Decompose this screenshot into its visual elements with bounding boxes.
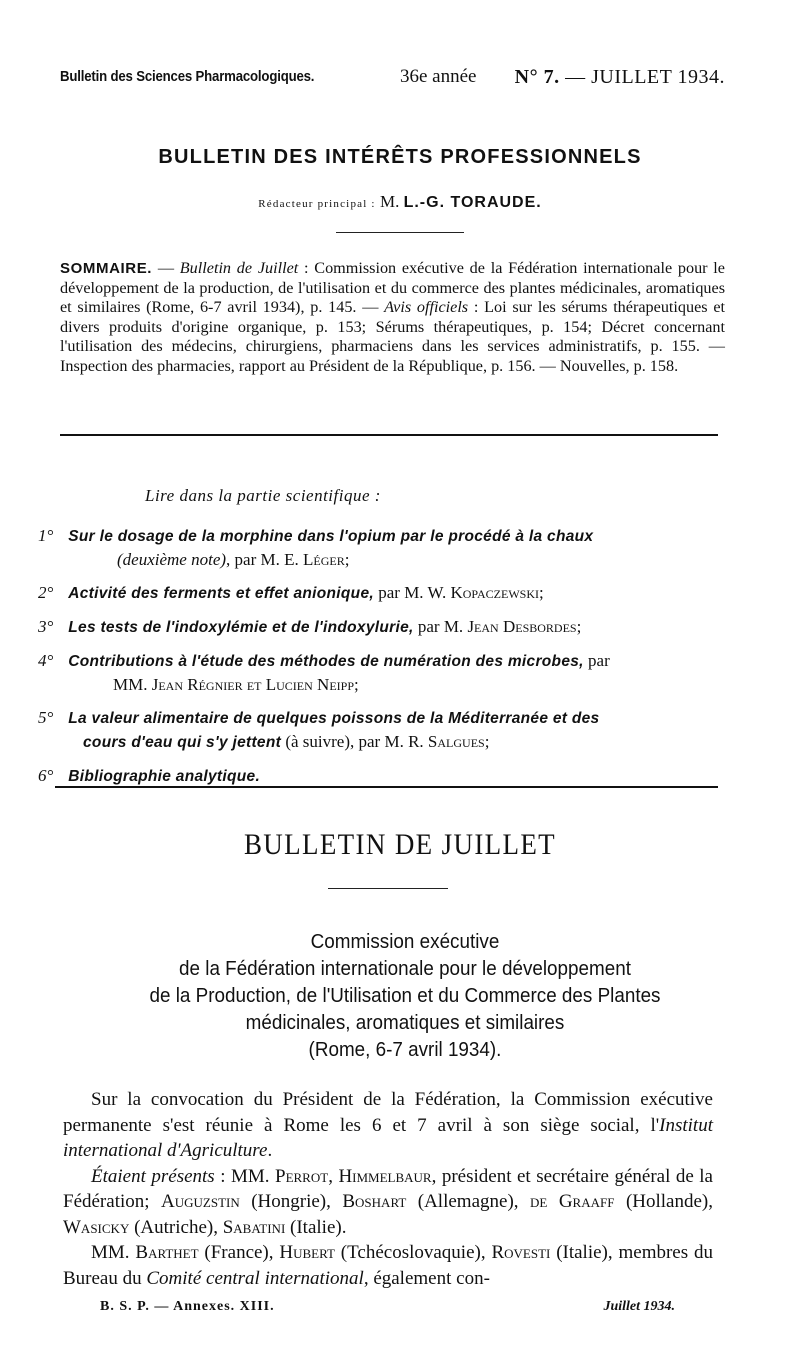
summary-bulletin-ref: Bulletin de Juillet bbox=[179, 259, 299, 277]
person-name: Himmelbaur bbox=[338, 1165, 432, 1187]
institute-name: Institut international d'Agriculture bbox=[63, 1114, 713, 1161]
toc-number: 1° bbox=[38, 526, 54, 545]
toc-title: Les tests de l'indoxylémie et de l'indoxylurie, bbox=[68, 619, 414, 636]
toc-title: Activité des ferments et effet anionique, bbox=[68, 585, 374, 602]
person-name: Wasicky bbox=[63, 1216, 130, 1238]
person-name: Barthet bbox=[135, 1242, 199, 1263]
toc-item bbox=[38, 615, 728, 639]
toc-number: 2° bbox=[38, 583, 54, 602]
summary-text: — bbox=[152, 259, 180, 277]
text: (Italie). bbox=[285, 1216, 347, 1238]
summary-label: SOMMAIRE. bbox=[60, 260, 153, 277]
toc-authors: Jean Régnier et Lucien Neipp; bbox=[151, 675, 359, 694]
issue-number: N° 7. bbox=[514, 66, 560, 88]
toc-title: cours d'eau qui s'y jettent bbox=[83, 734, 282, 751]
volume-year: 36e année bbox=[400, 66, 477, 87]
toc-number: 3° bbox=[38, 617, 54, 636]
toc-number: 5° bbox=[38, 708, 54, 727]
summary-text: : Commission exécutive de la Fédération internationale pour le développement de la production, de l'utilisation et du commerce des plantes médicinales, aromatiques et similaires (Rome, 6-7 avril 1934), p. 145. — bbox=[60, 259, 725, 316]
text: (Italie), membres du Bureau du bbox=[63, 1242, 713, 1289]
text: (Hongrie), bbox=[239, 1191, 343, 1212]
commission-line: (Rome, 6-7 avril 1934). bbox=[308, 1038, 502, 1061]
read-title: Lire dans la partie scientifique : bbox=[145, 486, 381, 505]
journal-title: Bulletin des Sciences Pharmacologiques. bbox=[60, 68, 315, 85]
toc-by: (à suivre), par M. R. bbox=[281, 732, 428, 751]
person-name: Sabatini bbox=[222, 1216, 286, 1238]
toc-item bbox=[38, 764, 728, 788]
toc-item bbox=[38, 706, 728, 754]
editor-role: Rédacteur principal : bbox=[258, 198, 376, 210]
editor-prefix: M. bbox=[379, 192, 400, 211]
paragraph bbox=[63, 1087, 713, 1164]
person-name: Boshart bbox=[342, 1191, 407, 1212]
toc-title: Contributions à l'étude des méthodes de numération des microbes, bbox=[68, 653, 584, 670]
paragraph bbox=[63, 1164, 713, 1241]
divider bbox=[55, 786, 718, 788]
issue-info bbox=[515, 66, 725, 89]
toc-authors: Kopaczewski; bbox=[450, 583, 544, 602]
bulletin-title: BULLETIN DE JUILLET bbox=[243, 828, 557, 861]
body-text bbox=[63, 1087, 713, 1291]
issue-date: — JUILLET 1934. bbox=[565, 66, 725, 88]
commission-heading bbox=[69, 928, 741, 1063]
person-name: Perrot bbox=[275, 1165, 329, 1187]
toc-authors: E. Léger; bbox=[284, 550, 350, 569]
commission-line: de la Fédération internationale pour le développement bbox=[179, 957, 631, 980]
text: Étaient présents bbox=[91, 1165, 215, 1187]
toc-title: La valeur alimentaire de quelques poissons de la Méditerranée et des bbox=[68, 710, 600, 727]
text: . bbox=[267, 1140, 273, 1161]
divider bbox=[336, 232, 464, 233]
person-name: de Graaff bbox=[530, 1191, 615, 1212]
editor-line bbox=[0, 192, 800, 212]
toc-by: , par M. bbox=[226, 550, 285, 569]
toc-authors: Jean Desbordes; bbox=[467, 617, 582, 636]
toc-item bbox=[38, 581, 728, 605]
text: MM. bbox=[91, 1242, 136, 1263]
toc-by: MM. bbox=[113, 675, 152, 694]
summary-text: : Loi sur les sérums thérapeutiques et divers produits d'origine organique, p. 153; Sérums thérapeutiques, p. 154; Décret concernant l'utilisation des médecins, chirurgiens, pharmaciens dans les services administratifs, p. 155. — Inspection des pharmacies, rapport au Président de la République, p. 156. — Nouvelles, p. 158. bbox=[60, 298, 726, 375]
section-title: BULLETIN DES INTÉRÊTS PROFESSIONNELS bbox=[158, 146, 642, 168]
toc-by: par bbox=[583, 651, 610, 670]
person-name: Hubert bbox=[279, 1242, 335, 1263]
text: : MM. bbox=[214, 1165, 275, 1187]
editor-name: L.-G. TORAUDE. bbox=[403, 194, 542, 211]
toc-item bbox=[38, 524, 728, 571]
toc-number: 6° bbox=[38, 766, 54, 785]
text: (Tchécoslovaquie), bbox=[334, 1242, 492, 1263]
person-name: Auguzstin bbox=[161, 1191, 240, 1212]
committee-name: Comité central international bbox=[146, 1267, 364, 1289]
toc-subtitle: (deuxième note) bbox=[117, 550, 227, 569]
person-name: Rovesti bbox=[491, 1242, 551, 1263]
commission-line: médicinales, aromatiques et similaires bbox=[245, 1011, 565, 1034]
toc-by: par M. W. bbox=[373, 583, 451, 602]
text: (Autriche), bbox=[129, 1216, 223, 1238]
text: , bbox=[328, 1165, 339, 1187]
toc-by: par M. bbox=[413, 617, 468, 636]
text: (Allemagne), bbox=[406, 1191, 531, 1212]
running-head bbox=[60, 66, 725, 96]
paragraph bbox=[63, 1240, 713, 1291]
commission-line: de la Production, de l'Utilisation et du Commerce des Plantes bbox=[149, 984, 661, 1007]
summary bbox=[60, 259, 725, 376]
toc-title: Sur le dosage de la morphine dans l'opium par le procédé à la chaux bbox=[68, 528, 594, 545]
footer-left: B. S. P. — Annexes. XIII. bbox=[100, 1299, 275, 1314]
text: , également con- bbox=[363, 1267, 490, 1289]
text: Sur la convocation du Président de la Fédération, la Commission exécutive permanente s'est réunie à Rome les 6 et 7 avril à son siège social, l' bbox=[63, 1089, 713, 1136]
commission-line: Commission exécutive bbox=[310, 930, 500, 953]
text: , président et secrétaire général de la Fédération; bbox=[63, 1165, 713, 1212]
toc-list bbox=[38, 524, 728, 798]
divider bbox=[328, 888, 448, 889]
toc-authors: Salgues; bbox=[427, 732, 490, 751]
toc-item bbox=[38, 649, 728, 696]
divider bbox=[60, 434, 718, 436]
footer-right: Juillet 1934. bbox=[603, 1299, 675, 1314]
toc-title: Bibliographie analytique. bbox=[68, 768, 261, 785]
toc-number: 4° bbox=[38, 651, 54, 670]
text: (France), bbox=[198, 1242, 280, 1263]
text: (Hollande), bbox=[614, 1191, 714, 1212]
summary-avis-ref: Avis officiels bbox=[384, 298, 469, 316]
